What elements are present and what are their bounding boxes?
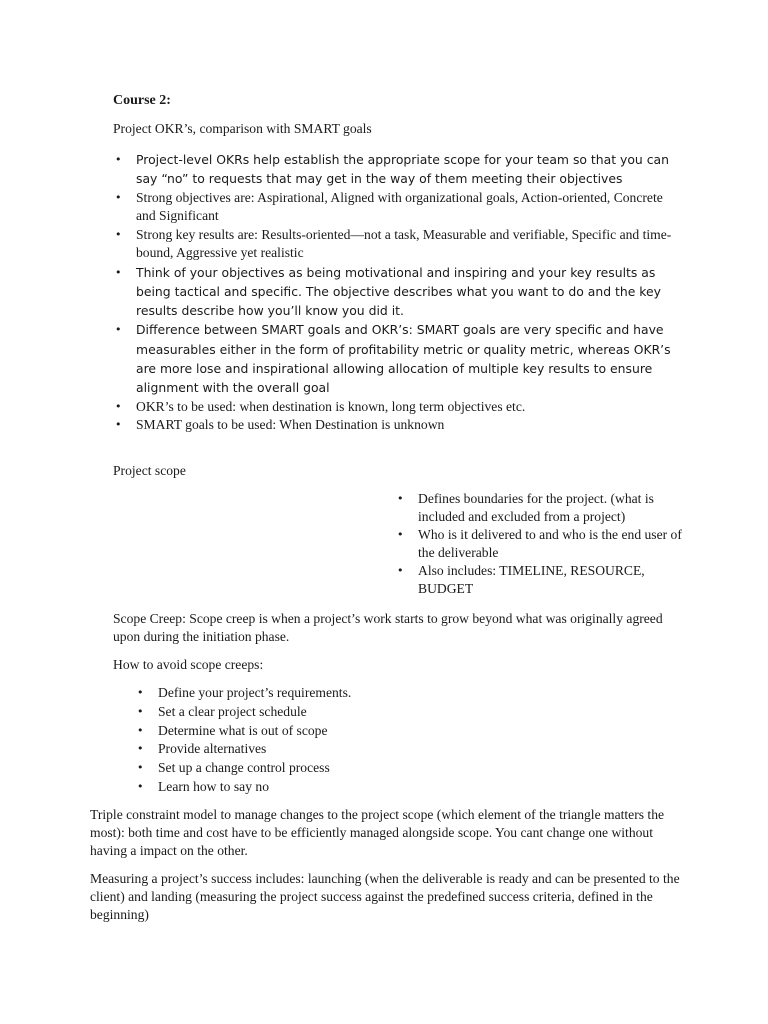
list-item — [113, 320, 683, 397]
avoid-bullet-list — [135, 684, 535, 797]
triple-constraint-paragraph: Triple constraint model to manage changes to the project scope (which element of the triangle matters the most): both time and cost have to be efficiently managed alongside scope. You cant change one without having a impact on the other. — [90, 807, 665, 858]
list-item-text: OKR’s to be used: when destination is known, long term objectives etc. — [136, 398, 526, 414]
bullet-glyph: • — [397, 564, 404, 577]
section-heading-okr: Project OKR’s, comparison with SMART goals — [113, 121, 372, 136]
bullet-glyph: • — [115, 418, 122, 432]
bullet-glyph: • — [115, 227, 122, 241]
bullet-glyph: • — [137, 761, 144, 775]
list-item — [135, 778, 535, 797]
list-item-text: Define your project’s requirements. — [158, 685, 352, 700]
list-item — [395, 490, 685, 526]
list-item-text: Set up a change control process — [158, 760, 330, 776]
measuring-success-paragraph: Measuring a project’s success includes: launching (when the deliverable is ready and can be presented to the client) and landing (measuring the project success against the predefined success criteria, defined in the beginning) — [90, 871, 680, 922]
list-item — [113, 416, 683, 435]
list-item-text: Set a clear project schedule — [158, 703, 307, 719]
bullet-glyph: • — [115, 265, 122, 279]
bullet-glyph: • — [137, 723, 144, 737]
bullet-glyph: • — [137, 742, 144, 756]
bullet-glyph: • — [137, 704, 144, 718]
course-title: Course 2: — [113, 93, 171, 108]
bullet-glyph: • — [115, 153, 122, 166]
list-item — [395, 526, 685, 562]
bullet-glyph: • — [397, 492, 404, 505]
list-item-text: Determine what is out of scope — [158, 722, 328, 738]
bullet-glyph: • — [137, 779, 144, 793]
list-item — [113, 398, 683, 417]
list-item — [113, 226, 683, 263]
bullet-glyph: • — [137, 686, 144, 699]
list-item — [395, 562, 685, 598]
list-item-text: Strong key results are: Results-oriented—not a task, Measurable and verifiable, Specific and time-bound, Aggressive yet realistic — [136, 226, 672, 261]
bullet-glyph: • — [115, 323, 122, 337]
list-item-text: Provide alternatives — [158, 741, 267, 757]
list-item-text: SMART goals to be used: When Destination is unknown — [136, 417, 445, 433]
list-item — [113, 263, 683, 321]
bullet-glyph: • — [115, 190, 122, 204]
list-item — [135, 684, 535, 703]
list-item — [135, 740, 535, 759]
list-item-text: Project-level OKRs help establish the appropriate scope for your team so that you can say “no” to requests that may get in the way of them meeting their objectives — [136, 152, 669, 187]
section-heading-scope: Project scope — [113, 463, 186, 478]
list-item-text: Strong objectives are: Aspirational, Aligned with organizational goals, Action-oriented, Concrete and Significant — [136, 189, 663, 224]
bullet-glyph: • — [397, 528, 404, 541]
list-item-text: Learn how to say no — [158, 778, 269, 794]
list-item — [135, 722, 535, 741]
avoid-heading: How to avoid scope creeps: — [113, 657, 264, 672]
scope-creep-paragraph: Scope Creep: Scope creep is when a project’s work starts to grow beyond what was originally agreed upon during the initiation phase. — [113, 611, 663, 644]
list-item-text: Defines boundaries for the project. (what is included and excluded from a project) — [418, 491, 654, 524]
list-item — [113, 150, 683, 189]
list-item-text: Think of your objectives as being motivational and inspiring and your key results as being tactical and specific. The objective describes what you want to do and the key results describe how you’ll know you did it. — [136, 264, 661, 319]
list-item — [135, 703, 535, 722]
list-item-text: Difference between SMART goals and OKR’s: SMART goals are very specific and have measurables either in the form of profitability metric or quality metric, whereas OKR’s are more lose and inspirational allowing allocation of multiple key results to ensure alignment with the overall goal — [136, 322, 671, 396]
scope-bullet-list — [395, 490, 685, 598]
list-item-text: Also includes: TIMELINE, RESOURCE, BUDGET — [418, 563, 645, 596]
bullet-glyph: • — [115, 399, 122, 413]
list-item — [113, 189, 683, 226]
list-item — [135, 759, 535, 778]
list-item-text: Who is it delivered to and who is the end user of the deliverable — [418, 527, 682, 560]
okr-bullet-list — [113, 150, 683, 435]
